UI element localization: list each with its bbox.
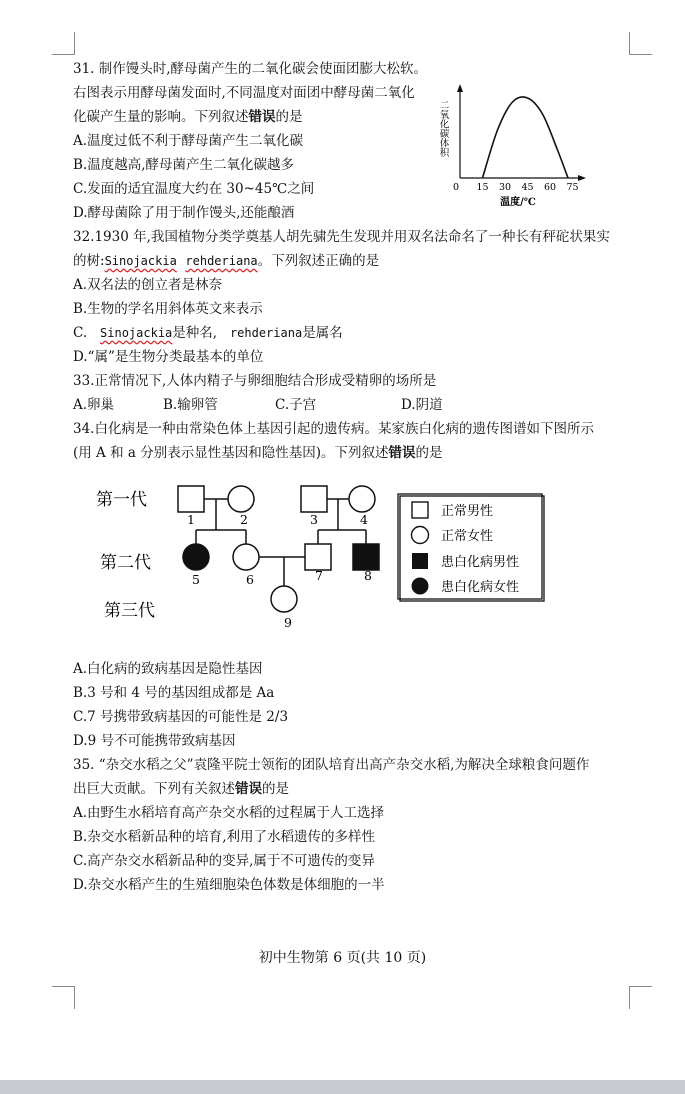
q33-option-a: A.卵巢	[73, 397, 115, 413]
q34-option-d: D.9 号不可能携带致病基因	[73, 733, 236, 749]
chart-x-label: 温度/℃	[500, 197, 536, 208]
person-2-normal-female	[228, 486, 254, 512]
q35-option-c: C.高产杂交水稻新品种的变异,属于不可遗传的变异	[73, 853, 375, 869]
generation-2-label: 第二代	[100, 553, 151, 573]
window-bottom-bar	[0, 1080, 685, 1094]
q33-option-b: B.输卵管	[163, 397, 218, 413]
person-number-5: 5	[192, 572, 200, 587]
legend-affected-male-icon	[412, 553, 428, 569]
q35-stem-line-1: 35. “杂交水稻之父”袁隆平院士领衔的团队培育出高产杂交水稻,为解决全球粮食问题作	[73, 757, 590, 773]
chart-x-tick-30: 30	[498, 182, 512, 193]
person-number-9: 9	[284, 615, 292, 630]
page-footer: 初中生物第 6 页(共 10 页)	[258, 950, 427, 966]
person-number-7: 7	[315, 568, 323, 583]
chart-x-tick-75: 75	[566, 182, 579, 193]
pedigree-legend	[398, 494, 544, 601]
q34-pedigree-chart	[90, 472, 550, 632]
legend-label-normal-male: 正常男性	[441, 504, 494, 519]
chart-curve-line	[483, 97, 569, 178]
crop-mark-bottom-left	[52, 986, 75, 1009]
chart-x-arrow	[578, 175, 586, 181]
person-6-normal-female	[233, 544, 259, 570]
generation-3-label: 第三代	[104, 601, 155, 621]
person-number-4: 4	[360, 512, 368, 527]
legend-normal-male-icon	[412, 502, 428, 518]
q35-option-d: D.杂交水稻产生的生殖细胞染色体数是体细胞的一半	[73, 877, 385, 893]
q32-stem-line-1: 32.1930 年,我国植物分类学奠基人胡先骕先生发现并用双名法命名了一种长有秤砣状果实	[73, 229, 610, 245]
legend-label-affected-male: 患白化病男性	[441, 555, 520, 570]
crop-mark-bottom-right	[629, 986, 652, 1009]
q34-option-b: B.3 号和 4 号的基因组成都是 Aa	[73, 685, 275, 701]
q32-stem-line-2: 的树:Sinojackia rehderiana。下列叙述正确的是	[73, 253, 380, 269]
q34-stem-line-1: 34.白化病是一种由常染色体上基因引起的遗传病。某家族白化病的遗传图谱如下图所示	[73, 421, 594, 437]
q31-stem-line-2: 右图表示用酵母菌发面时,不同温度对面团中酵母菌二氧化	[73, 85, 415, 101]
person-8-affected-male	[353, 544, 379, 570]
crop-mark-top-left	[52, 32, 75, 55]
legend-label-affected-female: 患白化病女性	[441, 580, 520, 595]
chart-x-tick-45: 45	[521, 182, 534, 193]
q32-option-b: B.生物的学名用斜体英文来表示	[73, 301, 263, 317]
person-4-normal-female	[349, 486, 375, 512]
q35-stem-line-2: 出巨大贡献。下列有关叙述错误的是	[73, 781, 289, 797]
q32-option-a: A.双名法的创立者是林奈	[73, 277, 223, 293]
chart-y-arrow	[457, 84, 463, 92]
q34-option-a: A.白化病的致病基因是隐性基因	[73, 661, 263, 677]
q31-option-a: A.温度过低不利于酵母菌产生二氧化碳	[73, 133, 304, 149]
q31-stem-line-1: 31. 制作馒头时,酵母菌产生的二氧化碳会使面团膨大松软。	[73, 61, 428, 77]
q32-option-c: C. Sinojackia是种名, rehderiana是属名	[73, 325, 343, 341]
chart-x-tick-15: 15	[476, 182, 489, 193]
q33-option-d: D.阴道	[401, 397, 443, 413]
q31-temperature-chart	[437, 82, 590, 212]
q35-option-a: A.由野生水稻培育高产杂交水稻的过程属于人工选择	[73, 805, 385, 821]
person-number-2: 2	[240, 512, 248, 527]
chart-x-tick-60: 60	[543, 182, 557, 193]
person-7-normal-male	[305, 544, 331, 570]
q31-option-c: C.发面的适宜温度大约在 30~45℃之间	[73, 181, 315, 197]
q34-stem-line-2: (用 A 和 a 分别表示显性基因和隐性基因)。下列叙述错误的是	[73, 445, 443, 461]
q31-option-b: B.温度越高,酵母菌产生二氧化碳越多	[73, 157, 295, 173]
q34-option-c: C.7 号携带致病基因的可能性是 2/3	[73, 709, 289, 725]
generation-1-label: 第一代	[96, 490, 147, 510]
legend-normal-female-icon	[412, 527, 429, 544]
person-number-6: 6	[246, 572, 254, 587]
legend-label-normal-female: 正常女性	[441, 529, 494, 544]
q33-option-c: C.子宫	[275, 397, 317, 413]
crop-mark-top-right	[629, 32, 652, 55]
person-3-normal-male	[301, 486, 327, 512]
q32-option-d: D.“属”是生物分类最基本的单位	[73, 349, 264, 365]
chart-y-label: 二氧化碳体积	[437, 100, 449, 157]
legend-affected-female-icon	[412, 578, 429, 595]
person-number-8: 8	[364, 568, 372, 583]
q31-option-d: D.酵母菌除了用于制作馒头,还能酿酒	[73, 205, 295, 221]
q33-stem: 33.正常情况下,人体内精子与卵细胞结合形成受精卵的场所是	[73, 373, 437, 389]
person-1-normal-male	[178, 486, 204, 512]
person-9-normal	[271, 586, 297, 612]
person-5-affected-female	[183, 544, 209, 570]
chart-x-tick-0: 0	[452, 182, 460, 193]
person-number-1: 1	[187, 512, 195, 527]
q31-stem-line-3: 化碳产生量的影响。下列叙述错误的是	[73, 109, 303, 125]
person-number-3: 3	[310, 512, 318, 527]
q35-option-b: B.杂交水稻新品种的培育,利用了水稻遗传的多样性	[73, 829, 376, 845]
